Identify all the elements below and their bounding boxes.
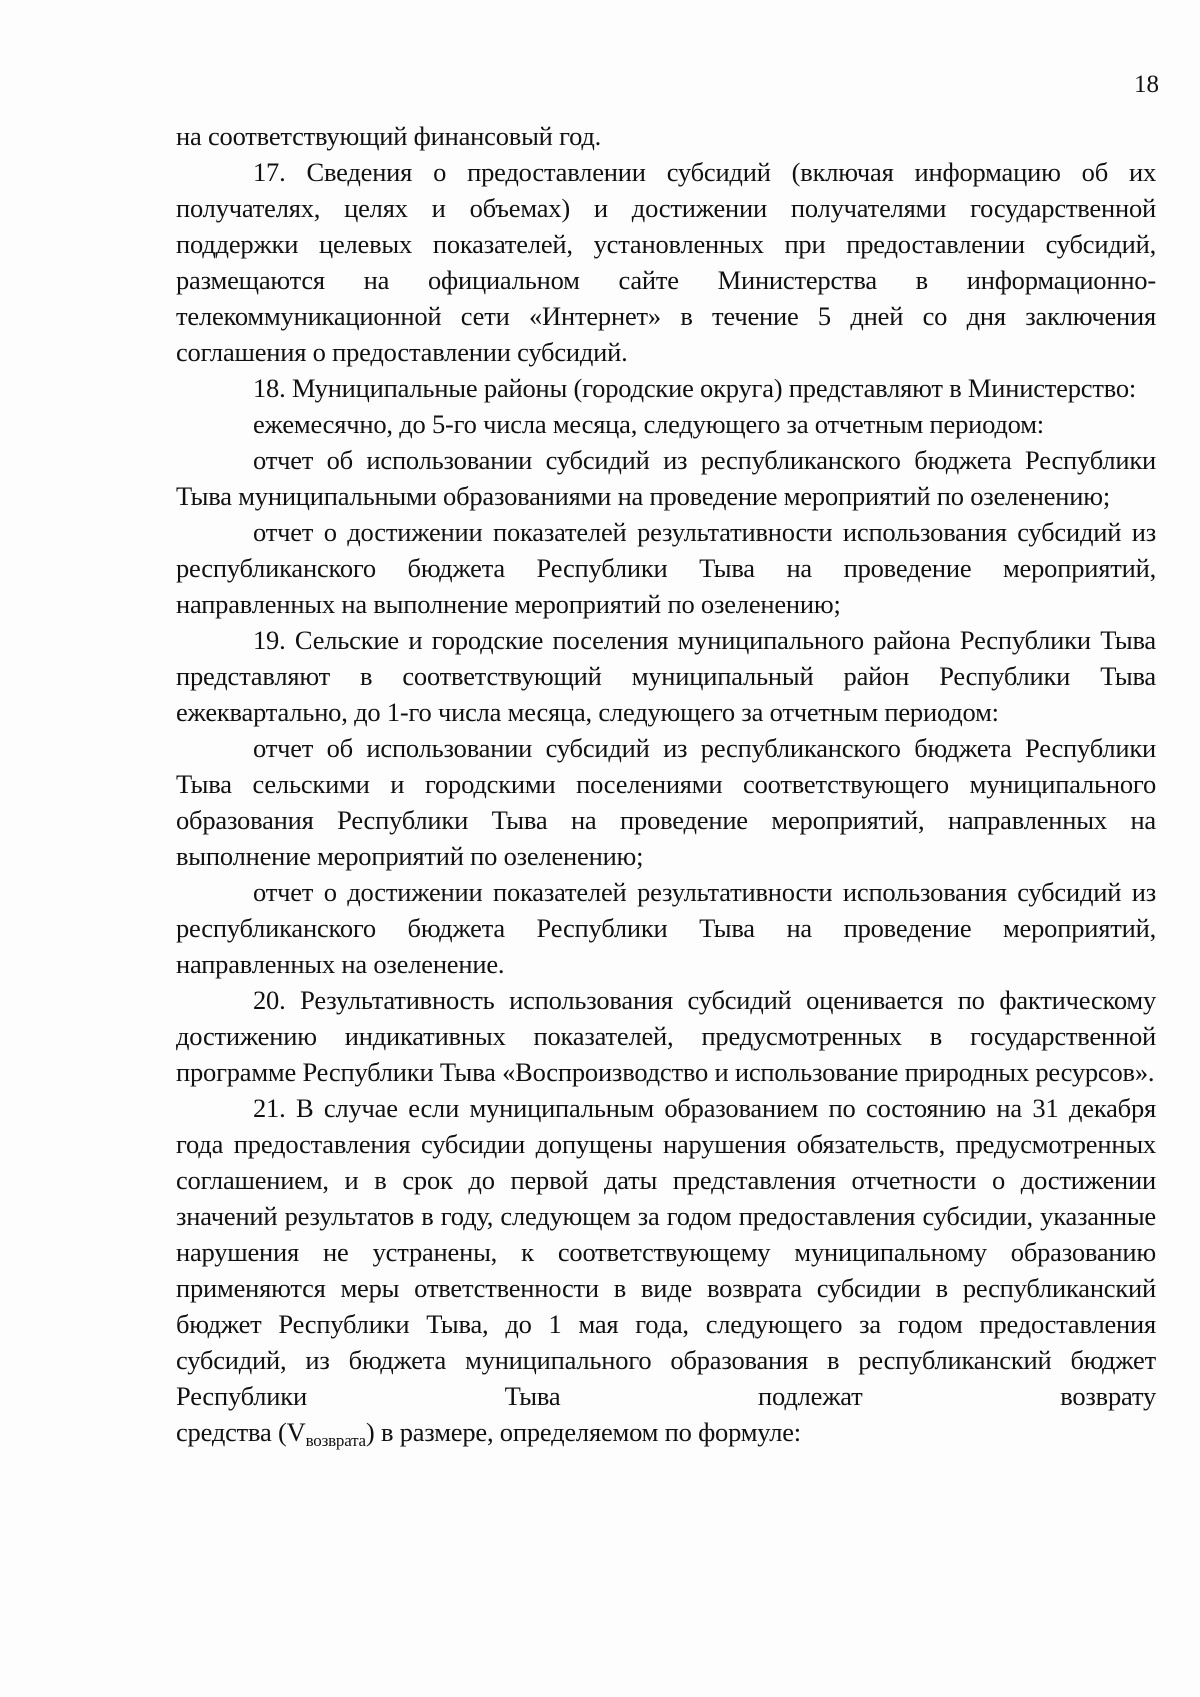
page-number: 18 <box>1134 71 1159 98</box>
paragraph-21: 21. В случае если муниципальным образованием по состоянию на 31 декабря года предоставления субсидии допущены нарушения обязательств, предусмотренных соглашением, и в срок до первой даты представления отчетности о достижении значений результатов в году, следующем за годом предоставления субсидии, указанные нарушения не устранены, к соответствующему муниципальному образованию применяются меры ответственности в виде возврата субсидии в республиканский бюджет Республики Тыва, до 1 мая года, следующего за годом предоставления субсидий, из бюджета муниципального образования в республиканский бюджет Республики Тыва подлежат возврату <box>176 1093 1156 1411</box>
paragraph-20: 20. Результативность использования субсидий оценивается по фактическому достижению индикативных показателей, предусмотренных в государственной программе Республики Тыва «Воспроизводство и использование природных ресурсов». <box>176 985 1156 1087</box>
paragraph-21-formula-intro <box>176 1414 1156 1450</box>
paragraph-18-monthly: ежемесячно, до 5-го числа месяца, следующего за отчетным периодом: <box>253 409 1044 439</box>
paragraph-17: 17. Сведения о предоставлении субсидий (включая информацию об их получателях, целях и объемах) и достижении получателями государственной поддержки целевых показателей, установленных при предоставлении субсидий, размещаются на официальном сайте Министерства в информационно-телекоммуникационной сети «Интернет» в течение 5 дней со дня заключения соглашения о предоставлении субсидий. <box>176 157 1156 367</box>
paragraph-19: 19. Сельские и городские поселения муниципального района Республики Тыва представляют в соответствующий муниципальный район Республики Тыва ежеквартально, до 1-го числа месяца, следующего за отчетным периодом: <box>176 625 1156 727</box>
paragraph-18-report-usage: отчет об использовании субсидий из республиканского бюджета Республики Тыва муниципальными образованиями на проведение мероприятий по озеленению; <box>176 445 1156 511</box>
formula-subscript: возврата <box>305 1431 366 1450</box>
formula-intro-end: ) в размере, определяемом по формуле: <box>365 1417 801 1447</box>
paragraph-19-report-usage: отчет об использовании субсидий из республиканского бюджета Республики Тыва сельскими и городскими поселениями соответствующего муниципального образования Республики Тыва на проведение мероприятий, направленных на выполнение мероприятий по озеленению; <box>176 733 1156 871</box>
formula-intro-start: средства (V <box>176 1417 306 1447</box>
paragraph-continuation: на соответствующий финансовый год. <box>176 121 602 151</box>
paragraph-18-report-results: отчет о достижении показателей результативности использования субсидий из республиканского бюджета Республики Тыва на проведение мероприятий, направленных на выполнение мероприятий по озеленению; <box>176 517 1156 619</box>
document-body <box>176 118 1156 1450</box>
paragraph-19-report-results: отчет о достижении показателей результативности использования субсидий из республиканского бюджета Республики Тыва на проведение мероприятий, направленных на озеленение. <box>176 877 1156 979</box>
paragraph-18: 18. Муниципальные районы (городские округа) представляют в Министерство: <box>253 373 1137 403</box>
